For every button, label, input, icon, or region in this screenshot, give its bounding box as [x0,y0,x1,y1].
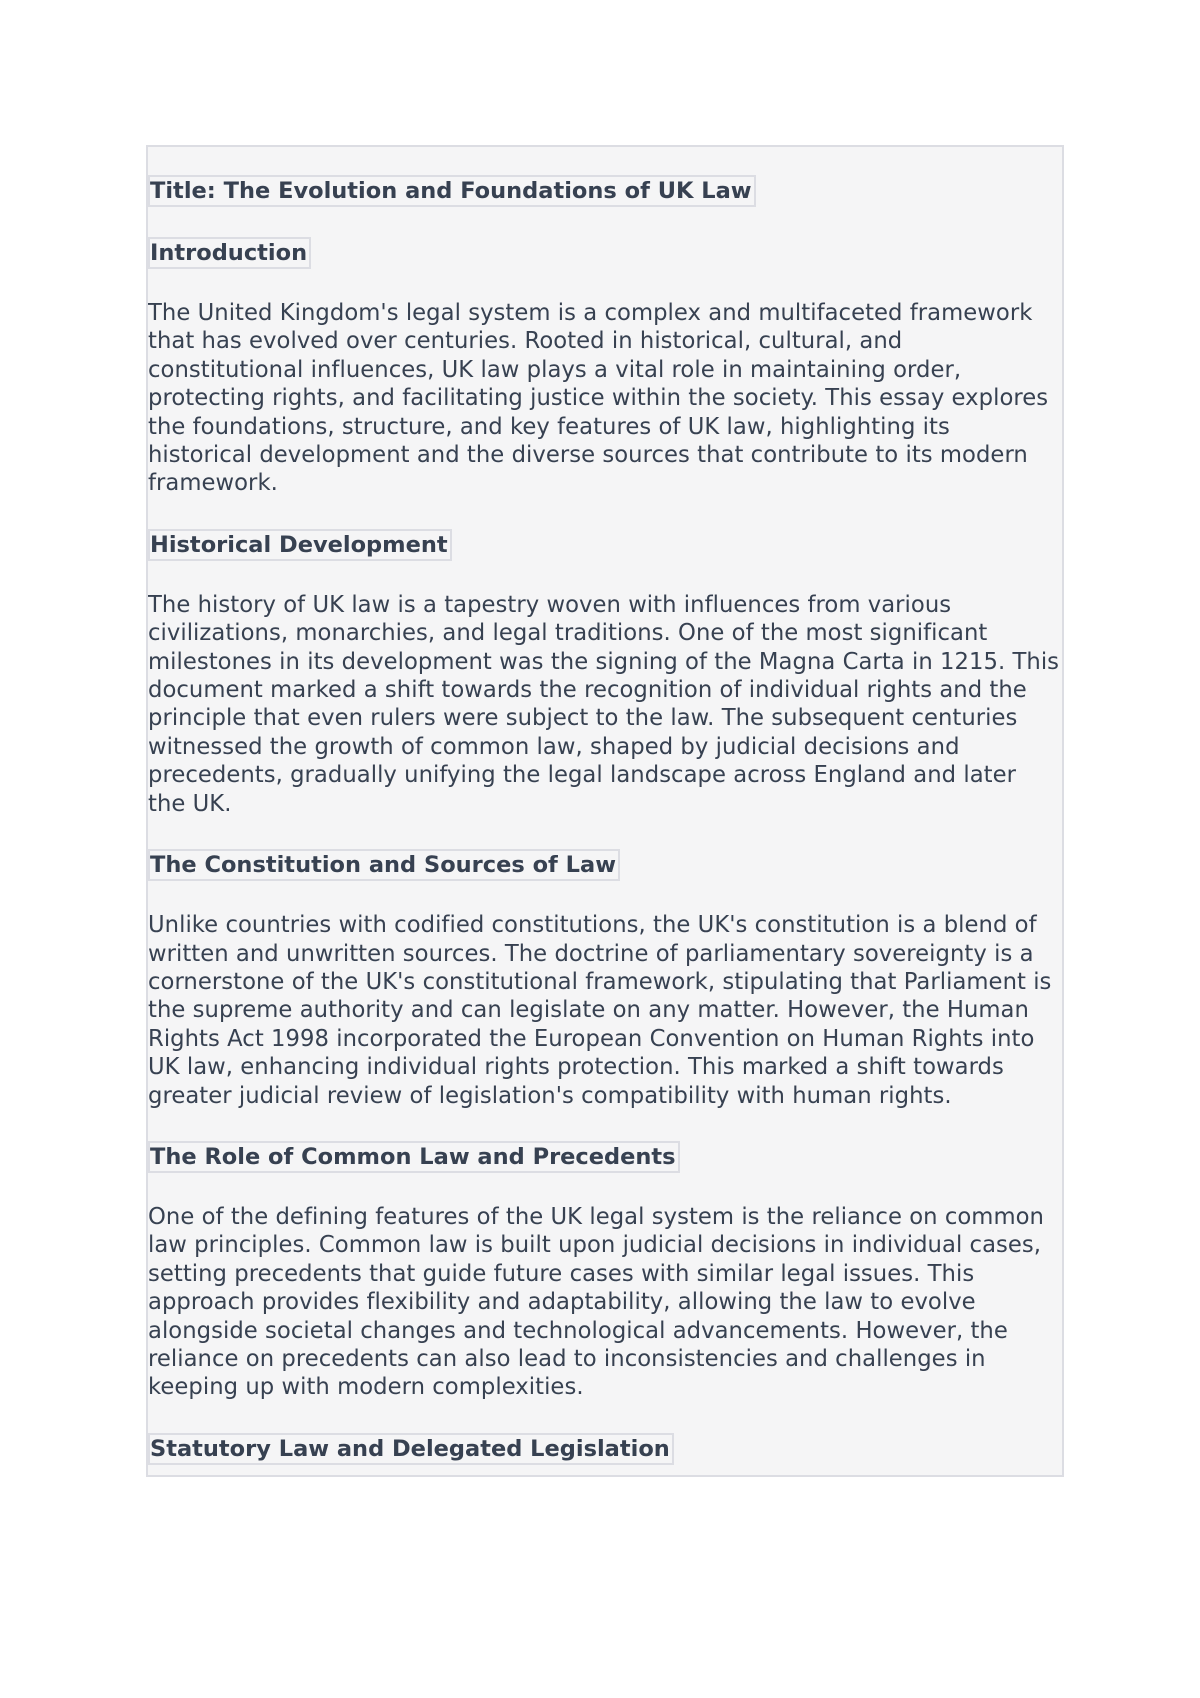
section-statutory-law [148,1433,1062,1477]
section-paragraph: The United Kingdom's legal system is a complex and multifaceted framework that has evolved over centuries. Rooted in historical, cultural, and constitutional influences, UK law plays a vital role in maintaining order, protecting rights, and facilitating justice within the society. This essay explores the foundations, structure, and key features of UK law, highlighting its historical development and the diverse sources that contribute to its modern framework. [148,300,1049,497]
section-common-law [148,1141,1062,1402]
section-constitution-sources [148,849,1062,1110]
document-content [148,147,1062,1477]
section-paragraph: The history of UK law is a tapestry woven with influences from various civilizations, monarchies, and legal traditions. One of the most significant milestones in its development was the signing of the Magna Carta in 1215. This document marked a shift towards the recognition of individual rights and the principle that even rulers were subject to the law. The subsequent centuries witnessed the growth of common law, shaped by judicial decisions and precedents, gradually unifying the legal landscape across England and later the UK. [148,591,1060,817]
document-title-wrap [148,175,1062,237]
section-heading: The Role of Common Law and Precedents [148,1141,680,1173]
section-heading: Statutory Law and Delegated Legislation [148,1433,674,1465]
section-heading: Historical Development [148,529,452,561]
section-historical-development [148,529,1062,818]
section-introduction [148,237,1062,498]
section-paragraph: Unlike countries with codified constitutions, the UK's constitution is a blend of written and unwritten sources. The doctrine of parliamentary sovereignty is a cornerstone of the UK's constitutional framework, stipulating that Parliament is the supreme authority and can legislate on any matter. However, the Human Rights Act 1998 incorporated the European Convention on Human Rights into UK law, enhancing individual rights protection. This marked a shift towards greater judicial review of legislation's compatibility with human rights. [148,912,1052,1109]
document-box [146,145,1064,1477]
section-heading: Introduction [148,237,311,269]
section-heading: The Constitution and Sources of Law [148,849,620,881]
document-title: Title: The Evolution and Foundations of UK Law [148,175,756,207]
section-paragraph: One of the defining features of the UK legal system is the reliance on common law principles. Common law is built upon judicial decisions in individual cases, setting precedents that guide future cases with similar legal issues. This approach provides flexibility and adaptability, allowing the law to evolve alongside societal changes and technological advancements. However, the reliance on precedents can also lead to inconsistencies and challenges in keeping up with modern complexities. [148,1203,1044,1401]
